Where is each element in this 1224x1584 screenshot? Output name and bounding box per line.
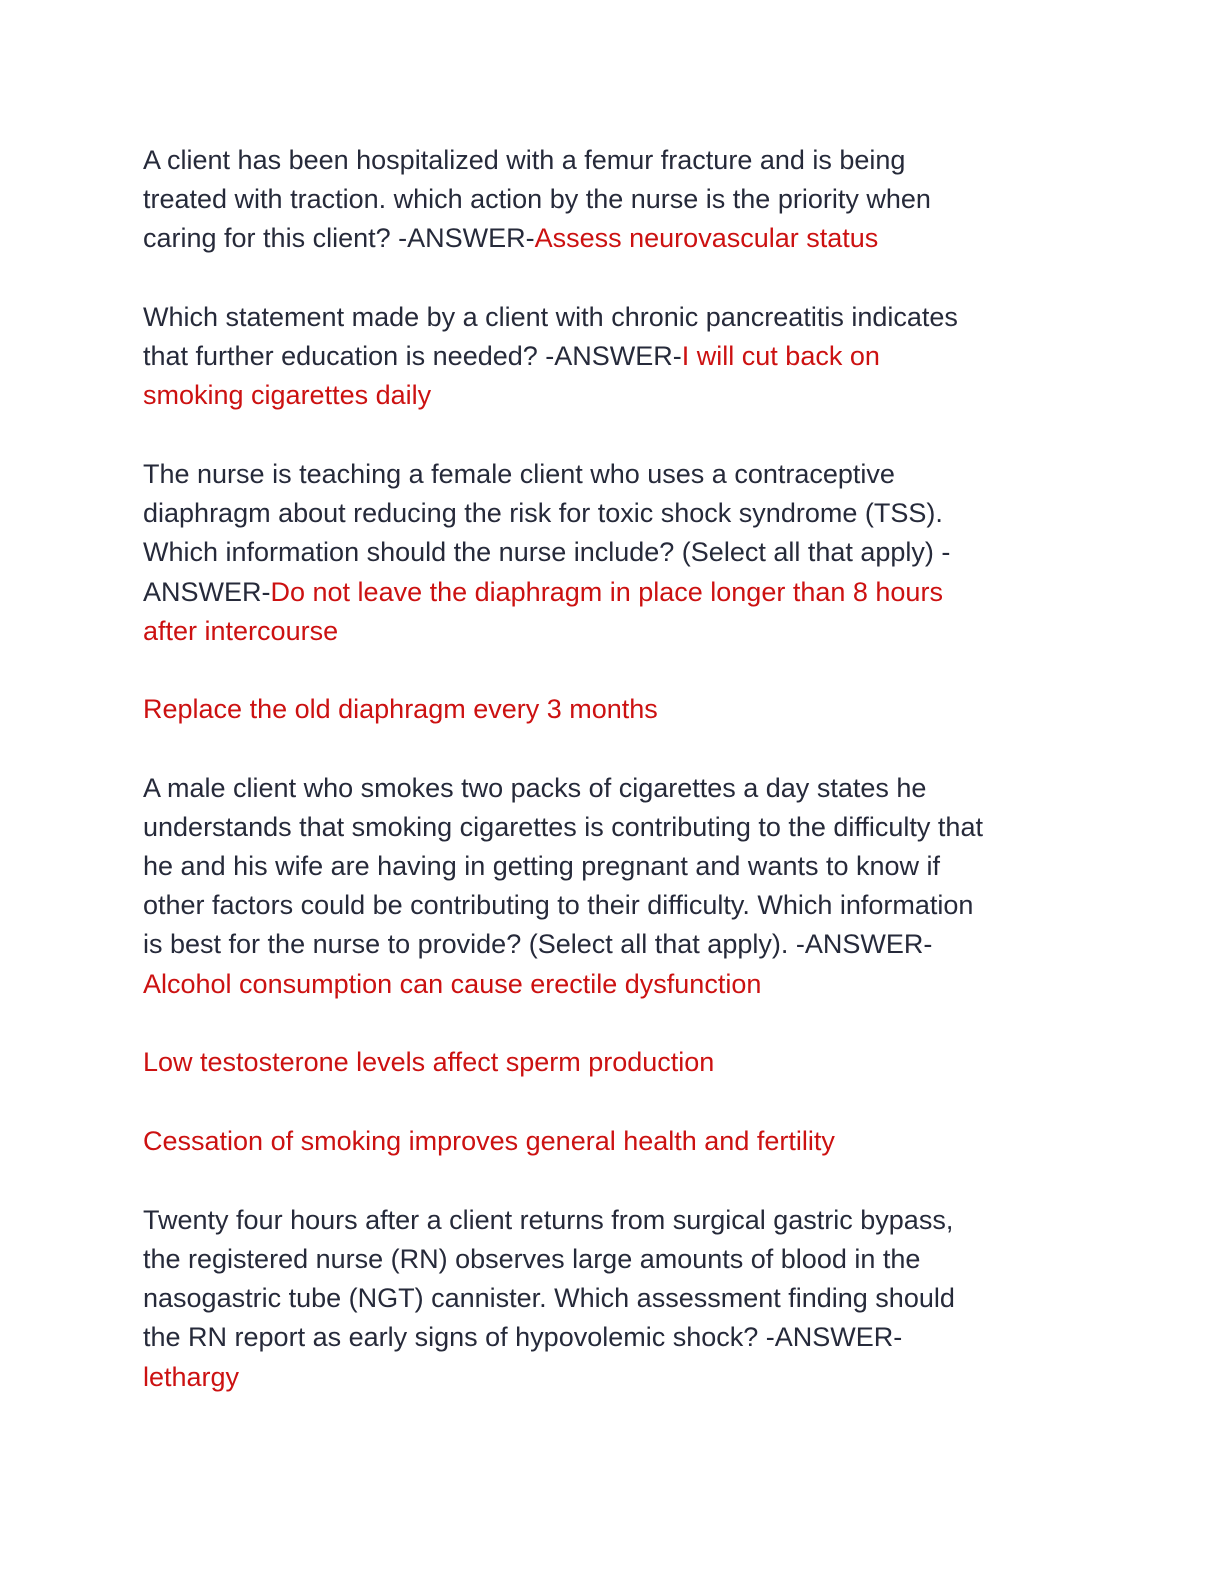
question-text: Which information should the nurse include? (Select all that apply) - [143, 537, 951, 567]
question-text: diaphragm about reducing the risk for toxic shock syndrome (TSS). [143, 498, 943, 528]
answer-text: I will cut back on [681, 341, 880, 371]
question-3-line-2 [143, 497, 943, 529]
question-4-line-6 [143, 968, 761, 1000]
question-1-line-3 [143, 222, 878, 254]
question-text: is best for the nurse to provide? (Select all that apply). -ANSWER- [143, 929, 933, 959]
answer-text: smoking cigarettes daily [143, 380, 432, 410]
question-3-line-4 [143, 576, 943, 608]
answer-text: after intercourse [143, 616, 339, 646]
question-3-line-5 [143, 615, 338, 647]
question-4-line-1 [143, 772, 926, 804]
answer-text: Low testosterone levels affect sperm production [143, 1047, 715, 1077]
question-text: The nurse is teaching a female client who uses a contraceptive [143, 459, 895, 489]
question-text: Twenty four hours after a client returns from surgical gastric bypass, [143, 1205, 954, 1235]
question-5-line-5 [143, 1361, 239, 1393]
answer-text: lethargy [143, 1362, 240, 1392]
question-text: understands that smoking cigarettes is contributing to the difficulty that [143, 812, 983, 842]
question-text: treated with traction. which action by the nurse is the priority when [143, 184, 931, 214]
question-text: caring for this client? -ANSWER- [143, 223, 535, 253]
question-4-line-5 [143, 928, 932, 960]
answer-line [143, 1046, 714, 1078]
question-4-line-4 [143, 889, 973, 921]
question-text: the RN report as early signs of hypovolemic shock? -ANSWER- [143, 1322, 903, 1352]
question-5-line-2 [143, 1243, 920, 1275]
question-text: A client has been hospitalized with a femur fracture and is being [143, 145, 906, 175]
question-text: A male client who smokes two packs of cigarettes a day states he [143, 773, 927, 803]
question-2-line-1 [143, 301, 958, 333]
answer-line [143, 1125, 835, 1157]
question-5-line-3 [143, 1282, 955, 1314]
answer-text: Replace the old diaphragm every 3 months [143, 694, 658, 724]
question-text: other factors could be contributing to their difficulty. Which information [143, 890, 974, 920]
answer-text: Cessation of smoking improves general health and fertility [143, 1126, 835, 1156]
question-4-line-2 [143, 811, 983, 843]
question-text: the registered nurse (RN) observes large amounts of blood in the [143, 1244, 921, 1274]
question-2-line-2 [143, 340, 880, 372]
answer-text: Assess neurovascular status [534, 223, 879, 253]
answer-text: Do not leave the diaphragm in place longer than 8 hours [270, 577, 943, 607]
question-text: nasogastric tube (NGT) cannister. Which assessment finding should [143, 1283, 955, 1313]
question-text: Which statement made by a client with chronic pancreatitis indicates [143, 302, 958, 332]
question-5-line-4 [143, 1321, 902, 1353]
answer-text: Alcohol consumption can cause erectile dysfunction [143, 969, 762, 999]
question-2-line-3 [143, 379, 431, 411]
question-text: he and his wife are having in getting pregnant and wants to know if [143, 851, 941, 881]
question-3-line-3 [143, 536, 950, 568]
question-3-line-1 [143, 458, 895, 490]
question-5-line-1 [143, 1204, 953, 1236]
question-text: that further education is needed? -ANSWER- [143, 341, 682, 371]
question-1-line-2 [143, 183, 931, 215]
answer-line [143, 693, 658, 725]
question-4-line-3 [143, 850, 940, 882]
question-text: ANSWER- [143, 577, 271, 607]
question-1-line-1 [143, 144, 905, 176]
